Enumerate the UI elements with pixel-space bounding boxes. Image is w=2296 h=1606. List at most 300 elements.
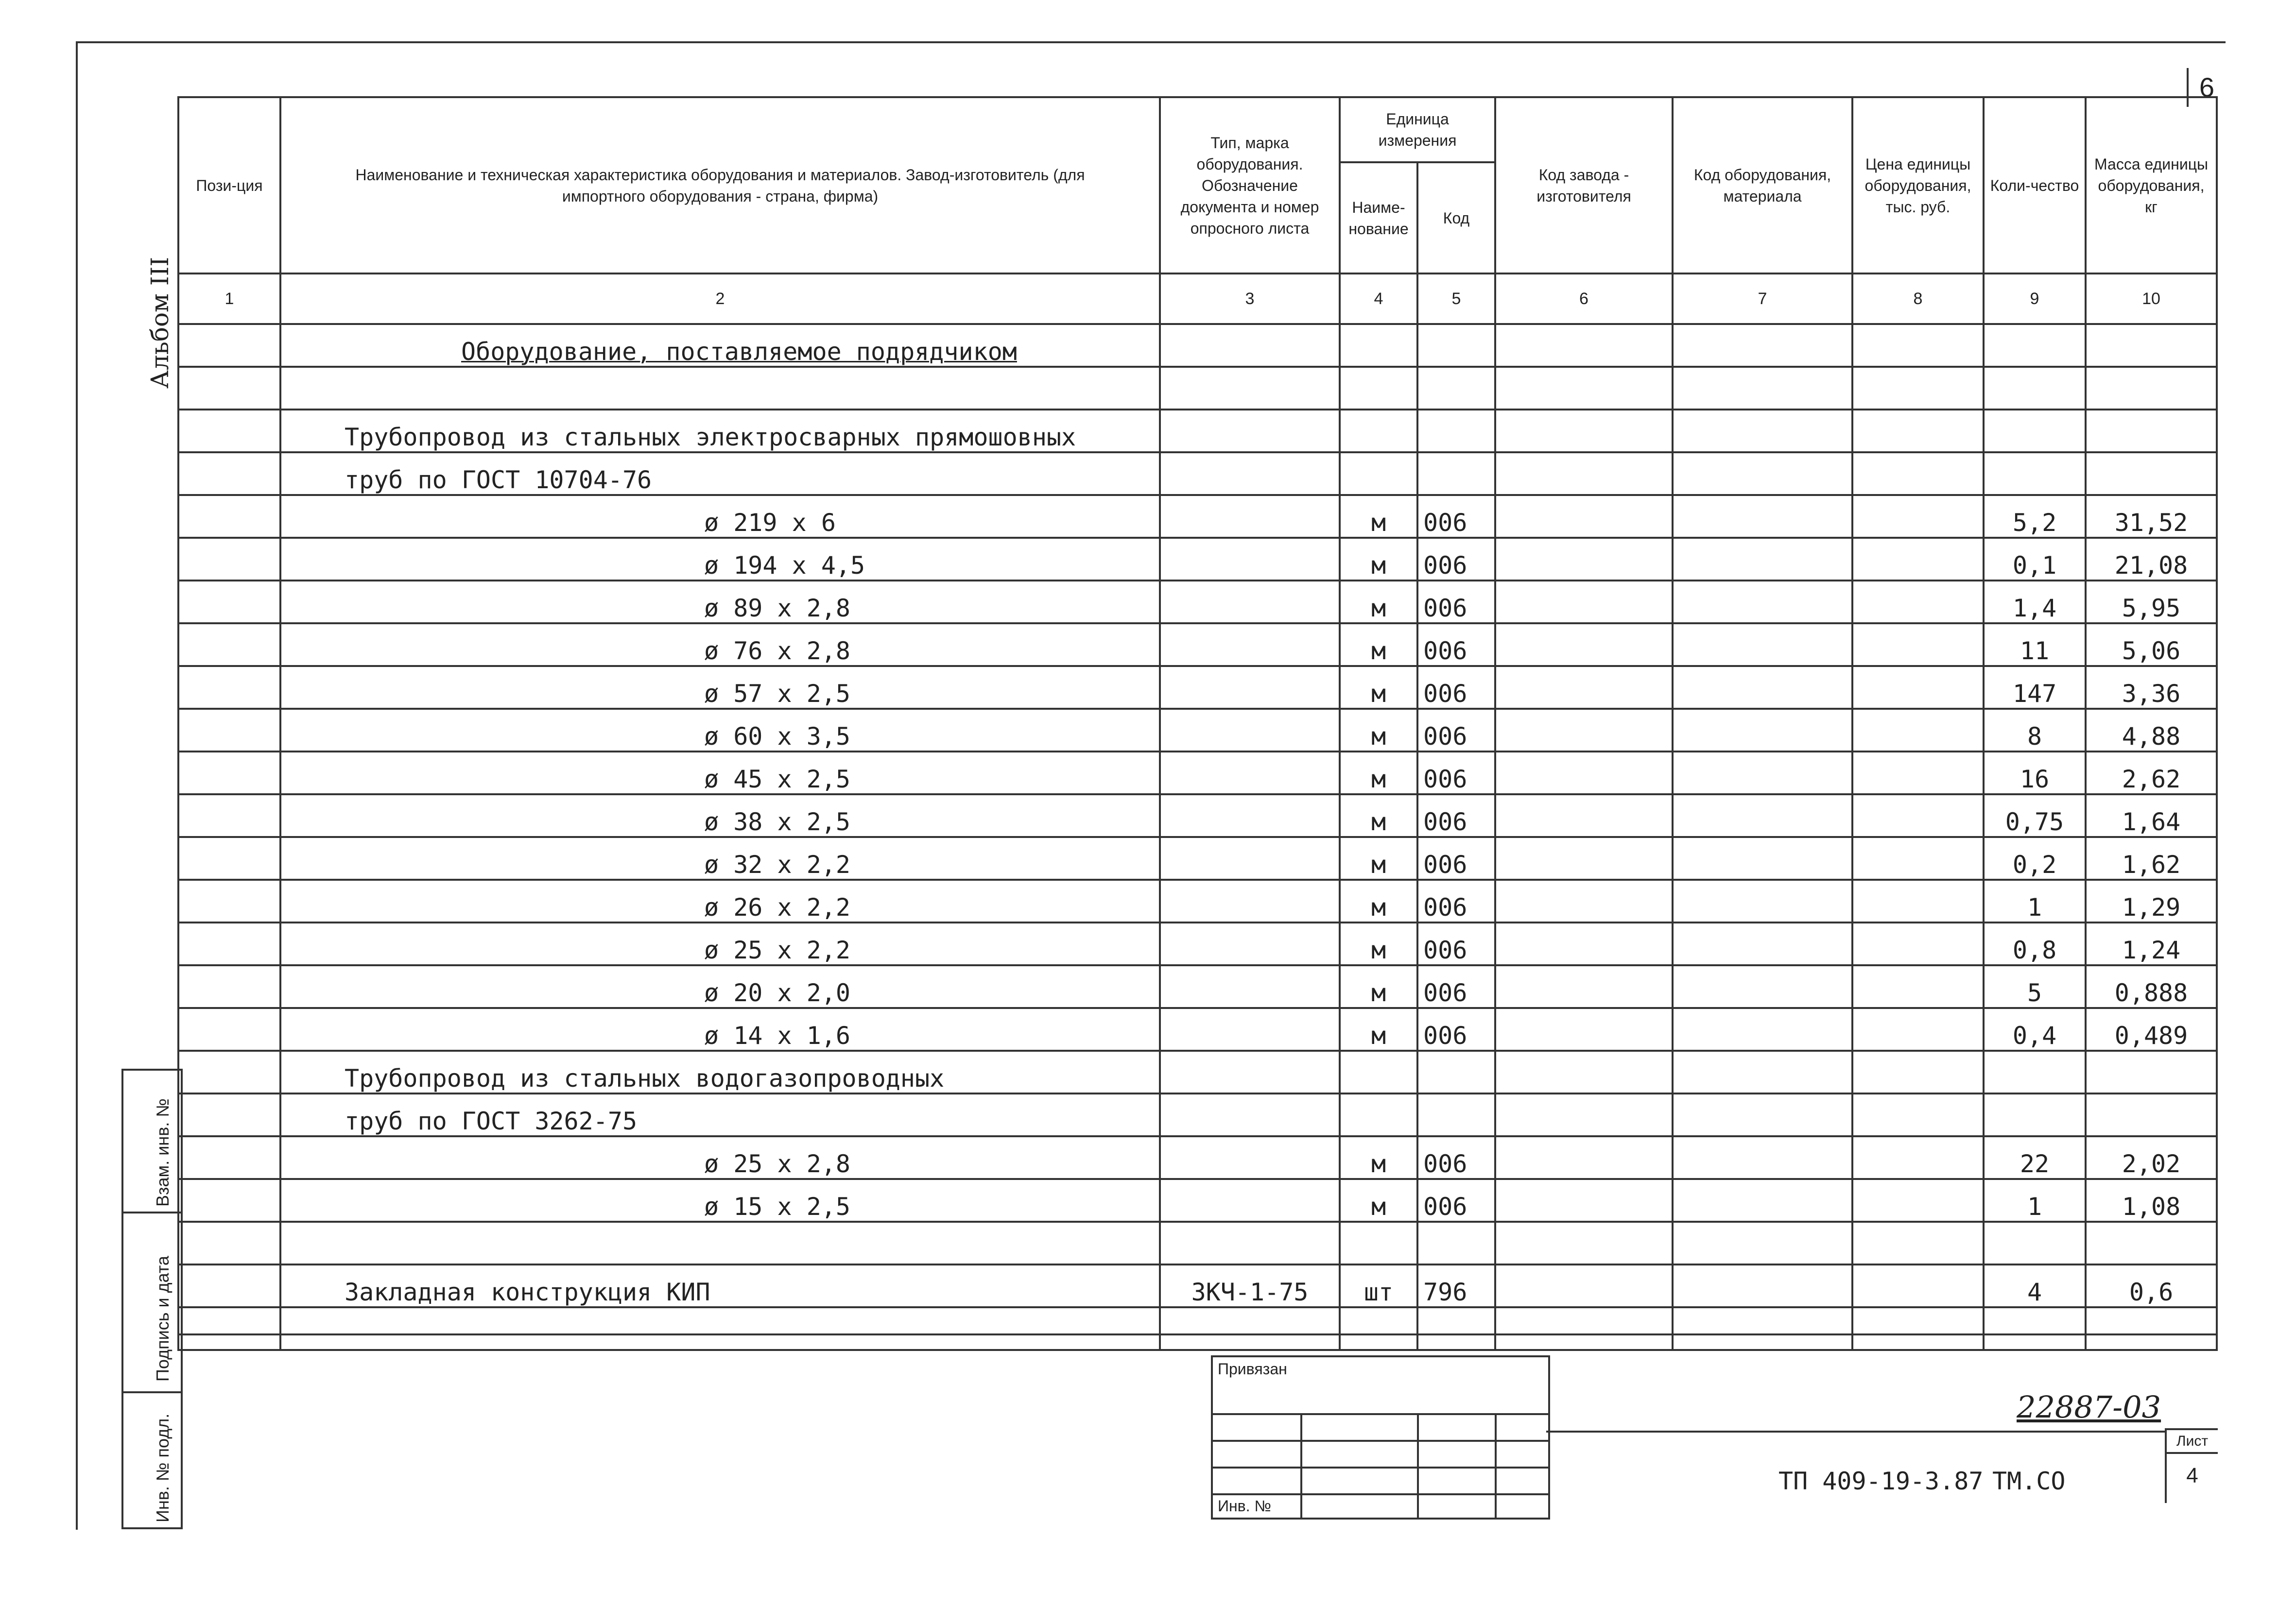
- cell-type: [1160, 965, 1340, 1008]
- cell-position: [178, 623, 280, 666]
- column-number: 7: [1673, 273, 1852, 324]
- cell-factory-code: [1495, 1136, 1673, 1179]
- header-factory-code: Код завода - изготовителя: [1495, 97, 1673, 273]
- cell-unit: [1340, 367, 1417, 410]
- title-block-divider: [177, 1333, 2216, 1335]
- cell-unit: [1340, 324, 1417, 367]
- cell-quantity: 1: [1984, 880, 2086, 923]
- cell-name: ø 45 х 2,5: [280, 752, 1160, 794]
- table-body: [178, 324, 2217, 1350]
- cell-equipment-code: [1673, 1222, 1852, 1264]
- table-row: [178, 452, 2217, 495]
- cell-price: [1852, 666, 1984, 709]
- cell-unit-code: [1417, 1222, 1495, 1264]
- cell-type: [1160, 1093, 1340, 1136]
- sheet-number: 6: [2187, 68, 2225, 107]
- cell-price: [1852, 965, 1984, 1008]
- cell-factory-code: [1495, 623, 1673, 666]
- cell-factory-code: [1495, 538, 1673, 581]
- cell-mass: 31,52: [2086, 495, 2217, 538]
- cell-factory-code: [1495, 1179, 1673, 1222]
- cell-price: [1852, 367, 1984, 410]
- cell-mass: 21,08: [2086, 538, 2217, 581]
- cell-type: [1160, 452, 1340, 495]
- cell-quantity: 0,1: [1984, 538, 2086, 581]
- side-label-inv-original: Инв. № подл.: [153, 1413, 173, 1522]
- cell-name: ø 194 х 4,5: [280, 538, 1160, 581]
- cell-type: [1160, 324, 1340, 367]
- cell-mass: [2086, 410, 2217, 452]
- cell-price: [1852, 923, 1984, 965]
- cell-price: [1852, 495, 1984, 538]
- cell-position: [178, 752, 280, 794]
- cell-unit: м: [1340, 1008, 1417, 1051]
- document-code: ТП 409-19-3.87: [1778, 1467, 1984, 1495]
- cell-quantity: 0,2: [1984, 837, 2086, 880]
- cell-type: [1160, 837, 1340, 880]
- cell-equipment-code: [1673, 709, 1852, 752]
- cell-equipment-code: [1673, 923, 1852, 965]
- side-label-signature-date: Подпись и дата: [153, 1256, 173, 1382]
- cell-quantity: [1984, 324, 2086, 367]
- cell-price: [1852, 538, 1984, 581]
- cell-position: [178, 794, 280, 837]
- cell-name: [280, 1222, 1160, 1264]
- cell-type: [1160, 794, 1340, 837]
- cell-mass: [2086, 1307, 2217, 1350]
- cell-factory-code: [1495, 452, 1673, 495]
- stamp-inv-label: Инв. №: [1218, 1497, 1271, 1515]
- cell-quantity: [1984, 367, 2086, 410]
- cell-name: ø 26 х 2,2: [280, 880, 1160, 923]
- cell-type: [1160, 1136, 1340, 1179]
- table-row: [178, 1051, 2217, 1093]
- cell-unit-code: 796: [1417, 1264, 1495, 1307]
- cell-position: [178, 923, 280, 965]
- cell-name: ø 76 х 2,8: [280, 623, 1160, 666]
- cell-unit: [1340, 1222, 1417, 1264]
- cell-position: [178, 452, 280, 495]
- cell-position: [178, 1051, 280, 1093]
- cell-unit-code: 006: [1417, 1179, 1495, 1222]
- cell-factory-code: [1495, 1307, 1673, 1350]
- header-unit-name: Наиме-нование: [1340, 162, 1417, 273]
- cell-equipment-code: [1673, 752, 1852, 794]
- cell-type: [1160, 1051, 1340, 1093]
- side-label-replace-inv: Взам. инв. №: [153, 1098, 173, 1207]
- cell-price: [1852, 1264, 1984, 1307]
- cell-position: [178, 367, 280, 410]
- cell-quantity: 1,4: [1984, 581, 2086, 623]
- cell-position: [178, 709, 280, 752]
- cell-position: [178, 410, 280, 452]
- cell-equipment-code: [1673, 1307, 1852, 1350]
- cell-factory-code: [1495, 880, 1673, 923]
- cell-mass: [2086, 1093, 2217, 1136]
- cell-name: ø 57 х 2,5: [280, 666, 1160, 709]
- cell-unit: [1340, 452, 1417, 495]
- cell-quantity: 147: [1984, 666, 2086, 709]
- cell-mass: 0,6: [2086, 1264, 2217, 1307]
- cell-unit-code: [1417, 1051, 1495, 1093]
- cell-factory-code: [1495, 1051, 1673, 1093]
- cell-unit-code: 006: [1417, 752, 1495, 794]
- column-number: 9: [1984, 273, 2086, 324]
- cell-position: [178, 965, 280, 1008]
- cell-type: [1160, 410, 1340, 452]
- cell-name: [280, 1307, 1160, 1350]
- table-row: [178, 1222, 2217, 1264]
- cell-quantity: 1: [1984, 1179, 2086, 1222]
- cell-position: [178, 880, 280, 923]
- cell-equipment-code: [1673, 794, 1852, 837]
- cell-equipment-code: [1673, 1179, 1852, 1222]
- table-row: [178, 923, 2217, 965]
- cell-unit-code: 006: [1417, 1008, 1495, 1051]
- cell-price: [1852, 623, 1984, 666]
- cell-quantity: [1984, 1307, 2086, 1350]
- cell-unit: м: [1340, 709, 1417, 752]
- cell-type: [1160, 623, 1340, 666]
- cell-name: ø 219 х 6: [280, 495, 1160, 538]
- cell-type: [1160, 1307, 1340, 1350]
- cell-price: [1852, 1093, 1984, 1136]
- cell-unit: м: [1340, 623, 1417, 666]
- table-row: [178, 495, 2217, 538]
- cell-mass: 4,88: [2086, 709, 2217, 752]
- table-row: [178, 1264, 2217, 1307]
- side-divider: [123, 1391, 181, 1393]
- cell-position: [178, 1264, 280, 1307]
- cell-unit: м: [1340, 538, 1417, 581]
- cell-unit-code: 006: [1417, 880, 1495, 923]
- cell-unit: м: [1340, 1136, 1417, 1179]
- cell-price: [1852, 709, 1984, 752]
- cell-position: [178, 1222, 280, 1264]
- cell-type: [1160, 367, 1340, 410]
- header-name: Наименование и техническая характеристика оборудования и материалов. Завод-изготовитель (для импортного оборудования - страна, фирма): [280, 97, 1160, 273]
- cell-mass: 3,36: [2086, 666, 2217, 709]
- header-position: Пози-ция: [178, 97, 280, 273]
- stamp-line: [1213, 1413, 1548, 1415]
- cell-factory-code: [1495, 581, 1673, 623]
- cell-equipment-code: [1673, 965, 1852, 1008]
- cell-unit-code: 006: [1417, 837, 1495, 880]
- cell-unit: м: [1340, 965, 1417, 1008]
- cell-equipment-code: [1673, 1051, 1852, 1093]
- cell-equipment-code: [1673, 367, 1852, 410]
- cell-position: [178, 324, 280, 367]
- cell-mass: [2086, 1051, 2217, 1093]
- stamp-line: [1213, 1467, 1548, 1469]
- cell-factory-code: [1495, 324, 1673, 367]
- cell-equipment-code: [1673, 538, 1852, 581]
- side-divider: [123, 1212, 181, 1213]
- cell-quantity: [1984, 1222, 2086, 1264]
- table-row: [178, 1307, 2217, 1350]
- table-row: [178, 837, 2217, 880]
- cell-unit-code: [1417, 367, 1495, 410]
- table-row: [178, 752, 2217, 794]
- cell-unit: [1340, 410, 1417, 452]
- cell-mass: [2086, 324, 2217, 367]
- sheet-box: [2165, 1428, 2218, 1503]
- header-quantity: Коли-чество: [1984, 97, 2086, 273]
- cell-mass: 1,29: [2086, 880, 2217, 923]
- table-row: [178, 666, 2217, 709]
- cell-unit: м: [1340, 581, 1417, 623]
- cell-equipment-code: [1673, 1093, 1852, 1136]
- cell-unit-code: 006: [1417, 965, 1495, 1008]
- cell-price: [1852, 324, 1984, 367]
- cell-unit: м: [1340, 666, 1417, 709]
- cell-quantity: 8: [1984, 709, 2086, 752]
- sheet-value: 4: [2186, 1464, 2198, 1487]
- column-number: 10: [2086, 273, 2217, 324]
- cell-equipment-code: [1673, 324, 1852, 367]
- cell-type: [1160, 538, 1340, 581]
- cell-position: [178, 837, 280, 880]
- cell-mass: 1,62: [2086, 837, 2217, 880]
- cell-unit-code: 006: [1417, 666, 1495, 709]
- cell-mass: 0,888: [2086, 965, 2217, 1008]
- table-row: [178, 1136, 2217, 1179]
- cell-price: [1852, 1222, 1984, 1264]
- handwritten-number: 22887-03: [2017, 1389, 2161, 1425]
- table-row: [178, 794, 2217, 837]
- cell-type: [1160, 752, 1340, 794]
- cell-unit: м: [1340, 923, 1417, 965]
- column-number: 3: [1160, 273, 1340, 324]
- cell-name: Трубопровод из стальных электросварных прямошовных: [280, 410, 1160, 452]
- cell-unit-code: [1417, 324, 1495, 367]
- cell-quantity: 5,2: [1984, 495, 2086, 538]
- cell-quantity: [1984, 1051, 2086, 1093]
- table-row: [178, 1008, 2217, 1051]
- cell-price: [1852, 880, 1984, 923]
- cell-position: [178, 666, 280, 709]
- cell-mass: 0,489: [2086, 1008, 2217, 1051]
- column-number: 4: [1340, 273, 1417, 324]
- cell-position: [178, 538, 280, 581]
- cell-equipment-code: [1673, 623, 1852, 666]
- header-mass: Масса единицы оборудования, кг: [2086, 97, 2217, 273]
- cell-quantity: 5: [1984, 965, 2086, 1008]
- cell-name: ø 15 х 2,5: [280, 1179, 1160, 1222]
- cell-price: [1852, 1136, 1984, 1179]
- cell-type: [1160, 709, 1340, 752]
- cell-mass: 1,24: [2086, 923, 2217, 965]
- cell-unit: м: [1340, 880, 1417, 923]
- cell-position: [178, 1093, 280, 1136]
- cell-equipment-code: [1673, 581, 1852, 623]
- cell-name: Закладная конструкция КИП: [280, 1264, 1160, 1307]
- cell-unit: м: [1340, 1179, 1417, 1222]
- cell-name: [280, 324, 1160, 367]
- cell-unit-code: 006: [1417, 709, 1495, 752]
- cell-unit: [1340, 1051, 1417, 1093]
- side-stamp-column: [121, 1069, 183, 1529]
- header-unit-code: Код: [1417, 162, 1495, 273]
- table-row: [178, 880, 2217, 923]
- cell-name: ø 14 х 1,6: [280, 1008, 1160, 1051]
- cell-unit-code: 006: [1417, 581, 1495, 623]
- cell-position: [178, 1136, 280, 1179]
- cell-price: [1852, 837, 1984, 880]
- cell-price: [1852, 752, 1984, 794]
- cell-type: [1160, 1179, 1340, 1222]
- column-number: 5: [1417, 273, 1495, 324]
- cell-price: [1852, 1179, 1984, 1222]
- cell-position: [178, 1307, 280, 1350]
- cell-quantity: 22: [1984, 1136, 2086, 1179]
- cell-type: [1160, 880, 1340, 923]
- cell-price: [1852, 410, 1984, 452]
- cell-quantity: 0,8: [1984, 923, 2086, 965]
- cell-unit-code: 006: [1417, 538, 1495, 581]
- cell-quantity: 0,4: [1984, 1008, 2086, 1051]
- cell-type: [1160, 923, 1340, 965]
- cell-quantity: [1984, 452, 2086, 495]
- cell-factory-code: [1495, 965, 1673, 1008]
- column-number: 2: [280, 273, 1160, 324]
- column-number: 1: [178, 273, 280, 324]
- cell-type: [1160, 666, 1340, 709]
- table-row: [178, 410, 2217, 452]
- cell-factory-code: [1495, 752, 1673, 794]
- cell-price: [1852, 581, 1984, 623]
- cell-unit-code: 006: [1417, 1136, 1495, 1179]
- header-row: [178, 97, 2217, 162]
- cell-price: [1852, 794, 1984, 837]
- document-section: ТМ.СО: [1992, 1467, 2066, 1495]
- cell-factory-code: [1495, 495, 1673, 538]
- cell-type: [1160, 581, 1340, 623]
- column-number-row: [178, 273, 2217, 324]
- cell-equipment-code: [1673, 666, 1852, 709]
- cell-unit: [1340, 1093, 1417, 1136]
- stamp-line: [1213, 1493, 1548, 1495]
- sheet-label: Лист: [2167, 1430, 2218, 1454]
- cell-position: [178, 1008, 280, 1051]
- cell-equipment-code: [1673, 452, 1852, 495]
- stamp-line: [1495, 1413, 1497, 1518]
- table-row: [178, 324, 2217, 367]
- binding-stamp: [1211, 1355, 1550, 1520]
- cell-quantity: 11: [1984, 623, 2086, 666]
- cell-unit-code: 006: [1417, 623, 1495, 666]
- cell-price: [1852, 1008, 1984, 1051]
- cell-factory-code: [1495, 666, 1673, 709]
- cell-mass: 2,62: [2086, 752, 2217, 794]
- cell-unit: шт: [1340, 1264, 1417, 1307]
- cell-factory-code: [1495, 367, 1673, 410]
- cell-factory-code: [1495, 1264, 1673, 1307]
- cell-factory-code: [1495, 923, 1673, 965]
- cell-price: [1852, 1051, 1984, 1093]
- cell-unit-code: 006: [1417, 923, 1495, 965]
- cell-mass: 5,06: [2086, 623, 2217, 666]
- cell-name: Трубопровод из стальных водогазопроводных: [280, 1051, 1160, 1093]
- table-row: [178, 1179, 2217, 1222]
- cell-name: ø 60 х 3,5: [280, 709, 1160, 752]
- cell-quantity: 0,75: [1984, 794, 2086, 837]
- cell-unit-code: [1417, 1307, 1495, 1350]
- cell-mass: 1,08: [2086, 1179, 2217, 1222]
- cell-name: ø 25 х 2,8: [280, 1136, 1160, 1179]
- cell-quantity: [1984, 410, 2086, 452]
- cell-unit: [1340, 1307, 1417, 1350]
- cell-equipment-code: [1673, 837, 1852, 880]
- cell-factory-code: [1495, 410, 1673, 452]
- cell-name: ø 20 х 2,0: [280, 965, 1160, 1008]
- cell-mass: 5,95: [2086, 581, 2217, 623]
- column-number: 8: [1852, 273, 1984, 324]
- table-row: [178, 367, 2217, 410]
- cell-position: [178, 495, 280, 538]
- cell-unit: м: [1340, 794, 1417, 837]
- cell-type: [1160, 1222, 1340, 1264]
- cell-name: ø 89 х 2,8: [280, 581, 1160, 623]
- header-equipment-code: Код оборудования, материала: [1673, 97, 1852, 273]
- cell-equipment-code: [1673, 1008, 1852, 1051]
- cell-price: [1852, 1307, 1984, 1350]
- cell-position: [178, 1179, 280, 1222]
- cell-unit: м: [1340, 495, 1417, 538]
- album-label: Альбом III: [146, 256, 174, 389]
- specification-table: [177, 96, 2218, 1351]
- cell-unit-code: [1417, 452, 1495, 495]
- cell-unit-code: 006: [1417, 794, 1495, 837]
- stamp-line: [1300, 1413, 1302, 1518]
- cell-name: ø 32 х 2,2: [280, 837, 1160, 880]
- cell-name: труб по ГОСТ 3262-75: [280, 1093, 1160, 1136]
- stamp-bound-label: Привязан: [1218, 1360, 1287, 1378]
- cell-factory-code: [1495, 794, 1673, 837]
- cell-price: [1852, 452, 1984, 495]
- cell-name: ø 25 х 2,2: [280, 923, 1160, 965]
- cell-unit-code: 006: [1417, 495, 1495, 538]
- cell-equipment-code: [1673, 1136, 1852, 1179]
- cell-type: ЗКЧ-1-75: [1160, 1264, 1340, 1307]
- cell-unit: м: [1340, 752, 1417, 794]
- stamp-line: [1213, 1440, 1548, 1442]
- cell-factory-code: [1495, 837, 1673, 880]
- cell-position: [178, 581, 280, 623]
- header-unit-group: Единица измерения: [1340, 97, 1495, 162]
- cell-mass: 1,64: [2086, 794, 2217, 837]
- cell-quantity: 4: [1984, 1264, 2086, 1307]
- table-row: [178, 623, 2217, 666]
- column-number: 6: [1495, 273, 1673, 324]
- cell-equipment-code: [1673, 1264, 1852, 1307]
- cell-unit-code: [1417, 410, 1495, 452]
- cell-factory-code: [1495, 1008, 1673, 1051]
- cell-factory-code: [1495, 709, 1673, 752]
- cell-type: [1160, 1008, 1340, 1051]
- header-price: Цена единицы оборудования, тыс. руб.: [1852, 97, 1984, 273]
- cell-quantity: [1984, 1093, 2086, 1136]
- cell-unit: м: [1340, 837, 1417, 880]
- cell-mass: 2,02: [2086, 1136, 2217, 1179]
- cell-mass: [2086, 452, 2217, 495]
- cell-name: труб по ГОСТ 10704-76: [280, 452, 1160, 495]
- table-row: [178, 965, 2217, 1008]
- cell-factory-code: [1495, 1222, 1673, 1264]
- cell-unit-code: [1417, 1093, 1495, 1136]
- cell-equipment-code: [1673, 410, 1852, 452]
- table-row: [178, 538, 2217, 581]
